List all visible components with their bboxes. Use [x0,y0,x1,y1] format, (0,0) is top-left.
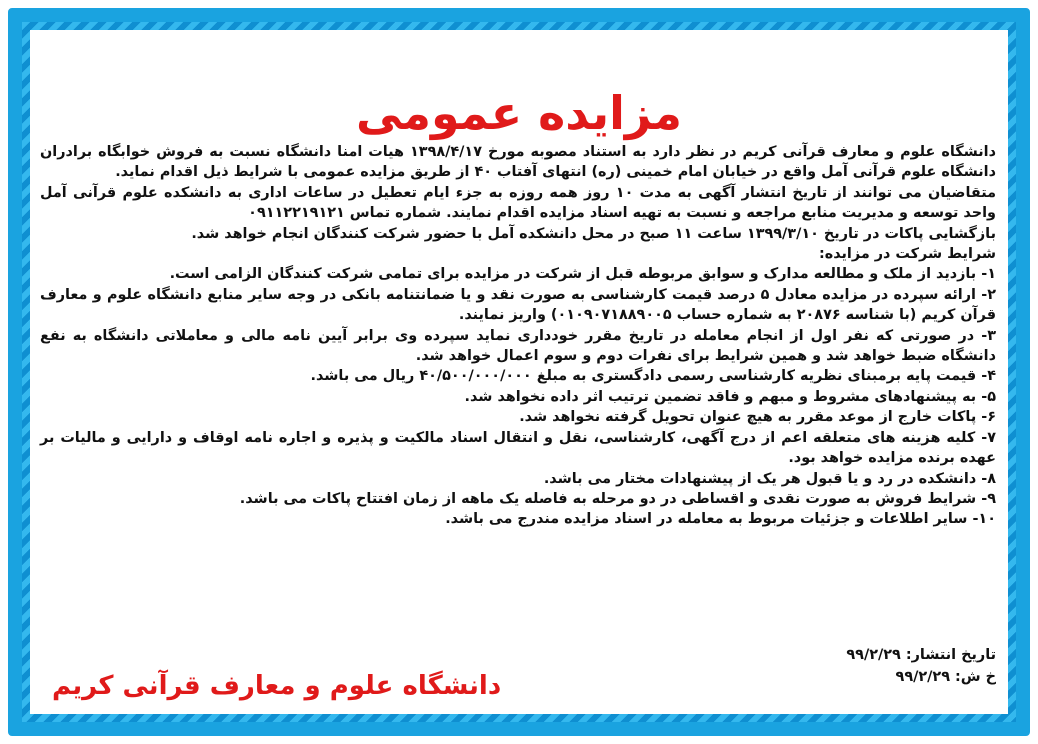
notice-body [30,142,1008,530]
kh-sh-date: خ ش: ۹۹/۲/۲۹ [895,669,996,685]
condition-item: ۷- کلیه هزینه های متعلقه اعم از درج آگهی، کارشناسی، نقل و انتقال اسناد مالکیت و پذیره و اجاره نامه اوقاف و دارایی و مالیات بر عهده برنده مزایده خواهد بود. [40,429,996,467]
condition-item: ۱- بازدید از ملک و مطالعه مدارک و سوابق مربوطه قبل از شرکت در مزایده برای تمامی شرکت کنندگان الزامی است. [169,266,996,283]
condition-item: ۸- دانشکده در رد و یا قبول هر یک از پیشنهادات مختار می باشد. [543,470,996,487]
condition-item: ۲- ارائه سپرده در مزایده معادل ۵ درصد قیمت کارشناسی به صورت نقد و یا ضمانتنامه بانکی در وجه سایر منابع دانشگاه علوم و معارف قرآن کریم (با شناسه ۲۰۸۷۶ به شماره حساب ۰۱۰۹۰۷۱۸۸۹۰۰۵) واریز نمایند. [40,286,996,324]
notice-title: مزایده عمومی [356,86,682,140]
intro-paragraph: بازگشایی پاکات در تاریخ ۱۳۹۹/۳/۱۰ ساعت ۱۱ صبح در محل دانشکده آمل با حضور شرکت کنندگان انجام خواهد شد. [191,225,996,242]
condition-item: ۵- به پیشنهادهای مشروط و مبهم و فاقد تضمین ترتیب اثر داده نخواهد شد. [464,388,996,405]
intro-paragraph: متقاضیان می توانند از تاریخ انتشار آگهی به مدت ۱۰ روز همه روزه به جزء ایام تعطیل در ساعات اداری به دانشکده علوم قرآنی آمل واحد توسعه و مدیریت منابع مراجعه و نسبت به تهیه اسناد مزایده اقدام نمایند. شماره تماس ۰۹۱۱۲۲۱۹۱۲۱ [40,184,997,222]
intro-paragraph: دانشگاه علوم و معارف قرآنی کریم در نظر دارد به استناد مصوبه مورخ ۱۳۹۸/۴/۱۷ هیات امنا دانشگاه نسبت به فروش خوابگاه برادران دانشگاه علوم قرآنی آمل واقع در خیابان امام خمینی (ره) انتهای آفتاب ۴۰ از طریق مزایده عمومی با شرایط ذیل اقدام نماید. [40,144,997,181]
condition-item: ۹- شرایط فروش به صورت نقدی و اقساطی در دو مرحله به فاصله یک ماهه از زمان افتتاح پاکات می باشد. [239,490,996,507]
condition-item: ۴- قیمت پایه برمبنای نظریه کارشناسی رسمی دادگستری به مبلغ ۴۰/۵۰۰/۰۰۰/۰۰۰ ریال می باشد. [310,368,996,385]
condition-item: ۱۰- سایر اطلاعات و جزئیات مربوط به معامله در اسناد مزایده مندرج می باشد. [445,511,996,528]
publish-date: تاریخ انتشار: ۹۹/۲/۲۹ [846,647,996,663]
notice-panel [30,30,1008,714]
dates-block [846,644,996,688]
condition-item: ۳- در صورتی که نفر اول از انجام معامله در تاریخ مقرر خودداری نماید سپرده وی برابر آیین نامه مالی و معاملاتی دانشگاه به نفع دانشگاه ضبط خواهد شد و همین شرایط برای نفرات دوم و سوم اعمال خواهد شد. [40,327,996,365]
conditions-heading: شرایط شرکت در مزایده: [818,246,996,263]
condition-item: ۶- پاکات خارج از موعد مقرر به هیچ عنوان تحویل گرفته نخواهد شد. [519,409,996,426]
university-signature: دانشگاه علوم و معارف قرآنی کریم [52,671,502,701]
